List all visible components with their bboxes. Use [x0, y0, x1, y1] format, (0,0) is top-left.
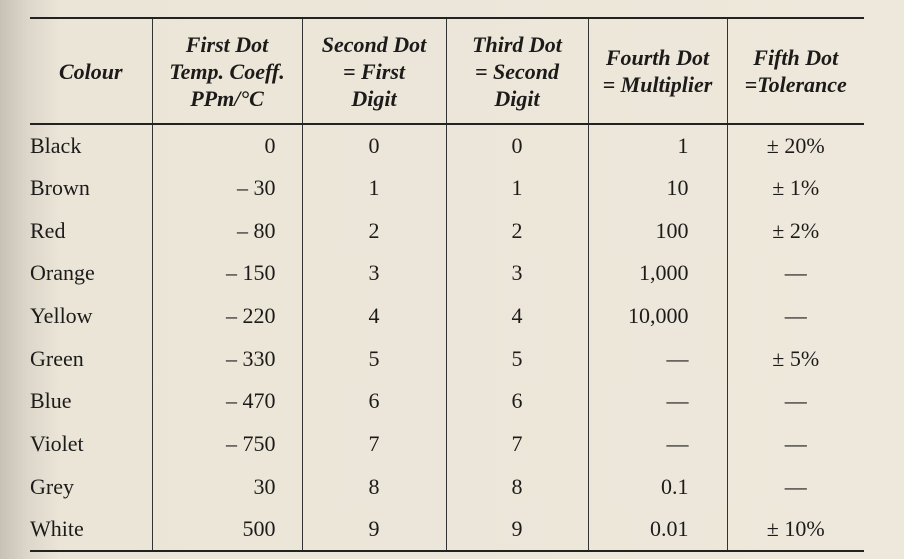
first-digit-cell: 9: [302, 508, 446, 551]
colour-cell: Brown: [30, 175, 90, 201]
second-digit-cell: 4: [446, 295, 588, 338]
colour-cell: Violet: [30, 431, 84, 457]
header-row: [30, 18, 864, 124]
temp-coeff-cell: – 220: [152, 295, 302, 338]
temp-coeff-cell: – 150: [152, 252, 302, 295]
multiplier-cell: 1,000: [588, 252, 727, 295]
temp-coeff-cell: – 750: [152, 423, 302, 466]
tolerance-cell: ± 10%: [727, 508, 864, 551]
table-row: [30, 466, 864, 509]
multiplier-cell: 0.01: [588, 508, 727, 551]
table-row: [30, 209, 864, 252]
multiplier-cell: 10: [588, 167, 727, 210]
table-row: [30, 167, 864, 210]
multiplier-cell: —: [588, 380, 727, 423]
tolerance-cell: ± 1%: [727, 167, 864, 210]
first-digit-cell: 4: [302, 295, 446, 338]
colour-cell: Red: [30, 217, 66, 243]
tolerance-cell: ± 5%: [727, 337, 864, 380]
multiplier-cell: 10,000: [588, 295, 727, 338]
temp-coeff-cell: – 80: [152, 209, 302, 252]
temp-coeff-cell: – 470: [152, 380, 302, 423]
table-row: [30, 252, 864, 295]
multiplier-cell: —: [588, 337, 727, 380]
temp-coeff-cell: 0: [152, 124, 302, 167]
first-digit-cell: 7: [302, 423, 446, 466]
first-digit-cell: 1: [302, 167, 446, 210]
second-digit-cell: 9: [446, 508, 588, 551]
table-row: [30, 124, 864, 167]
colour-code-table: [30, 17, 864, 552]
multiplier-cell: —: [588, 423, 727, 466]
header-second-dot: Second Dot = First Digit: [302, 18, 446, 124]
temp-coeff-cell: 500: [152, 508, 302, 551]
header-third-dot: Third Dot = Second Digit: [446, 18, 588, 124]
first-digit-cell: 0: [302, 124, 446, 167]
colour-cell: White: [30, 508, 152, 551]
multiplier-cell: 100: [588, 209, 727, 252]
first-digit-cell: 3: [302, 252, 446, 295]
table-row: [30, 380, 864, 423]
tolerance-cell: —: [727, 423, 864, 466]
second-digit-cell: 1: [446, 167, 588, 210]
second-digit-cell: 7: [446, 423, 588, 466]
multiplier-cell: 0.1: [588, 466, 727, 509]
first-digit-cell: 2: [302, 209, 446, 252]
table-row: [30, 337, 864, 380]
tolerance-cell: —: [727, 380, 864, 423]
colour-cell: Orange: [30, 260, 95, 286]
colour-cell: Grey: [30, 473, 74, 499]
tolerance-cell: ± 2%: [727, 209, 864, 252]
second-digit-cell: 2: [446, 209, 588, 252]
first-digit-cell: 5: [302, 337, 446, 380]
table-row: [30, 295, 864, 338]
tolerance-cell: —: [727, 295, 864, 338]
second-digit-cell: 8: [446, 466, 588, 509]
table-row: [30, 508, 864, 551]
header-colour: Colour: [30, 18, 152, 124]
tolerance-cell: —: [727, 252, 864, 295]
second-digit-cell: 0: [446, 124, 588, 167]
table-row: [30, 423, 864, 466]
temp-coeff-cell: – 30: [152, 167, 302, 210]
temp-coeff-cell: – 330: [152, 337, 302, 380]
multiplier-cell: 1: [588, 124, 727, 167]
header-first-dot: First Dot Temp. Coeff. PPm/°C: [152, 18, 302, 124]
first-digit-cell: 8: [302, 466, 446, 509]
tolerance-cell: ± 20%: [727, 124, 864, 167]
second-digit-cell: 6: [446, 380, 588, 423]
header-fifth-dot: Fifth Dot =Tolerance: [727, 18, 864, 124]
colour-cell: Blue: [30, 388, 72, 414]
header-fourth-dot: Fourth Dot = Multiplier: [588, 18, 727, 124]
second-digit-cell: 5: [446, 337, 588, 380]
temp-coeff-cell: 30: [152, 466, 302, 509]
colour-cell: Yellow: [30, 303, 93, 329]
colour-cell: Black: [30, 132, 82, 158]
second-digit-cell: 3: [446, 252, 588, 295]
first-digit-cell: 6: [302, 380, 446, 423]
tolerance-cell: —: [727, 466, 864, 509]
colour-cell: Green: [30, 345, 84, 371]
